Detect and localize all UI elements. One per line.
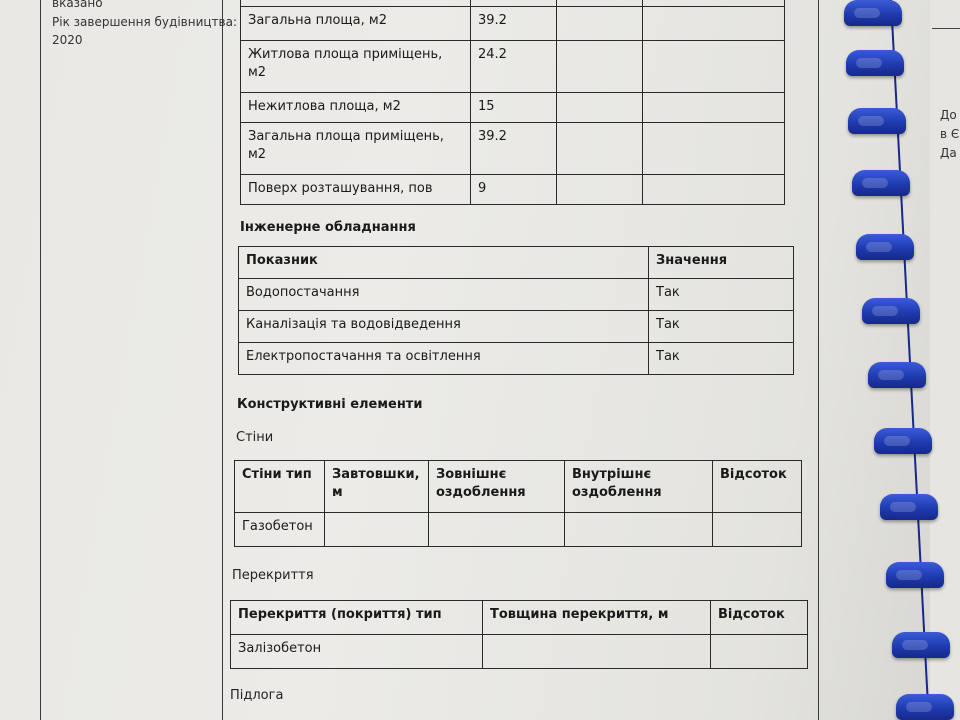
binder-rings <box>880 0 960 720</box>
table-header-row <box>239 247 794 279</box>
engineering-name: Електропостачання та освітлення <box>239 343 649 375</box>
column-header: Зовнішнє оздоблення <box>429 461 565 513</box>
binder-ring <box>892 632 950 658</box>
engineering-name: Каналізація та водовідведення <box>239 311 649 343</box>
table-row <box>241 123 785 175</box>
column-header: Відсоток <box>711 601 808 635</box>
content-border-left <box>222 0 223 720</box>
table-row <box>241 175 785 205</box>
floors-table <box>230 600 808 669</box>
binder-ring <box>862 298 920 324</box>
side-text-completion-year-label: Рік завершення будівництва: <box>52 15 238 29</box>
area-label: Поверх розташування, пов <box>241 175 471 205</box>
next-page-text-3: Да <box>940 146 957 160</box>
left-margin-line <box>40 0 41 720</box>
binder-ring <box>848 108 906 134</box>
area-value: 39.2 <box>471 123 557 175</box>
area-label: Загальна площа, м2 <box>241 7 471 41</box>
area-label: Житлова площа приміщень, м2 <box>241 41 471 93</box>
next-page-text-1: До <box>940 108 957 122</box>
area-label: Нежитлова площа, м2 <box>241 93 471 123</box>
engineering-value: Так <box>649 343 794 375</box>
binder-ring <box>886 562 944 588</box>
table-row <box>239 279 794 311</box>
floors-label: Перекриття <box>232 568 314 583</box>
binder-ring <box>896 694 954 720</box>
area-value: 24.2 <box>471 41 557 93</box>
column-header: Стіни тип <box>235 461 325 513</box>
table-row <box>235 513 802 547</box>
area-value: 9 <box>471 175 557 205</box>
side-text-completion-year: 2020 <box>52 33 83 47</box>
area-value: 39.2 <box>471 7 557 41</box>
column-header: Значення <box>649 247 794 279</box>
engineering-value: Так <box>649 311 794 343</box>
binder-ring <box>874 428 932 454</box>
next-page-text-2: в Є <box>940 127 960 141</box>
table-row <box>239 343 794 375</box>
area-label: Загальна площа приміщень, м2 <box>241 123 471 175</box>
binder-ring <box>880 494 938 520</box>
column-header: Товщина перекриття, м <box>483 601 711 635</box>
walls-table <box>234 460 802 547</box>
table-row <box>239 311 794 343</box>
walls-label: Стіни <box>236 430 274 445</box>
engineering-value: Так <box>649 279 794 311</box>
table-row <box>231 635 808 669</box>
flooring-label: Підлога <box>230 688 284 703</box>
binder-ring <box>852 170 910 196</box>
side-text-1: вказано <box>52 0 103 10</box>
table-header-row <box>235 461 802 513</box>
floor-type: Залізобетон <box>231 635 483 669</box>
binder-ring <box>844 0 902 26</box>
column-header: Показник <box>239 247 649 279</box>
table-header-row <box>231 601 808 635</box>
table-row <box>241 93 785 123</box>
table-row <box>241 41 785 93</box>
area-table <box>240 0 785 205</box>
binder-ring <box>846 50 904 76</box>
wall-type: Газобетон <box>235 513 325 547</box>
structural-heading: Конструктивні елементи <box>237 397 423 412</box>
table-row <box>241 7 785 41</box>
binder-ring <box>856 234 914 260</box>
column-header: Внутрішнє оздоблення <box>565 461 713 513</box>
column-header: Відсоток <box>713 461 802 513</box>
binder-ring <box>868 362 926 388</box>
column-header: Перекриття (покриття) тип <box>231 601 483 635</box>
area-value: 15 <box>471 93 557 123</box>
engineering-table <box>238 246 794 375</box>
engineering-name: Водопостачання <box>239 279 649 311</box>
engineering-heading: Інженерне обладнання <box>240 220 416 235</box>
column-header: Завтовшки, м <box>325 461 429 513</box>
content-border-right <box>818 0 819 720</box>
